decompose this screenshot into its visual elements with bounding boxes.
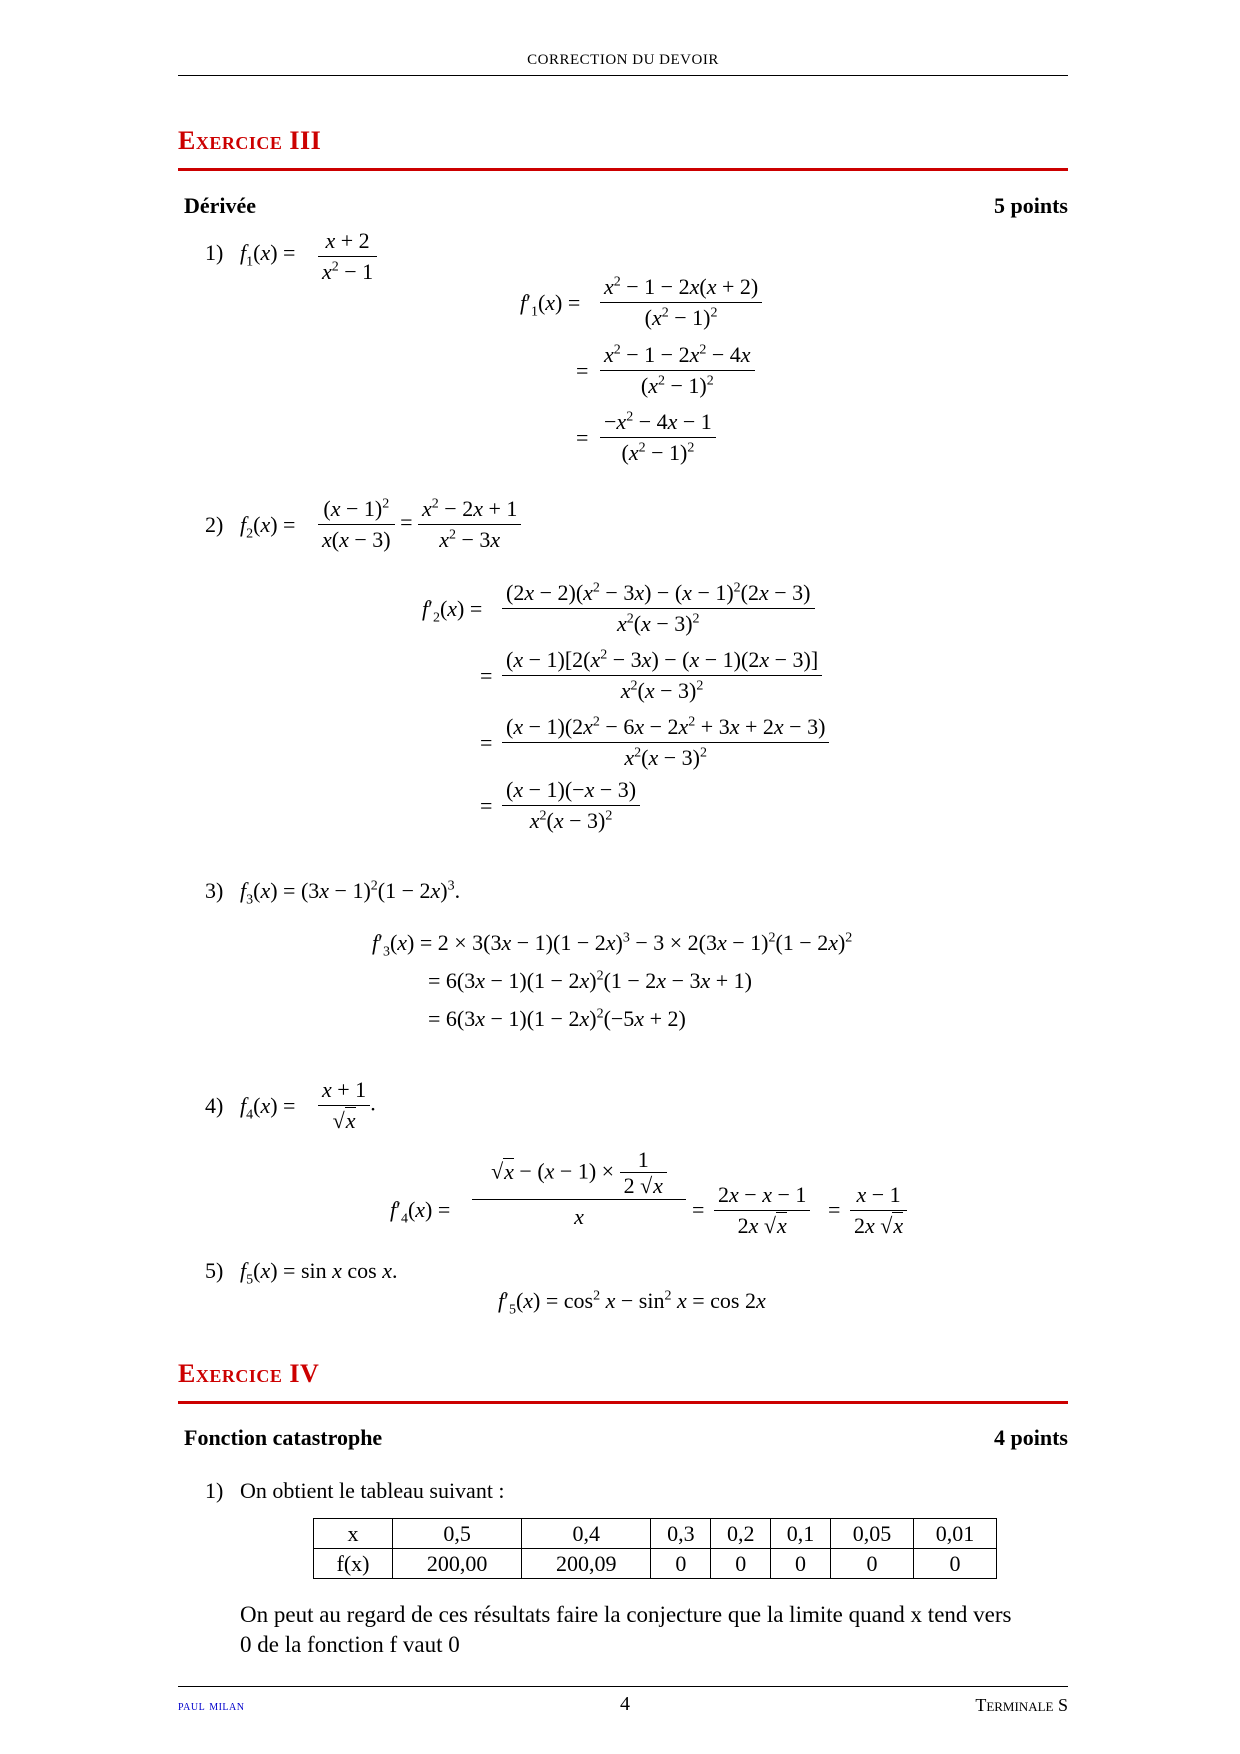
q2-derivative-step4: $\frac{(x - 1)(-x - 3)}{x^2(x - 3)^2}$: [502, 775, 640, 836]
conclusion-line-2: 0 de la fonction f vaut 0: [240, 1632, 460, 1657]
exercise-4-title: Exercice IV: [178, 1359, 320, 1388]
q3-number: 3): [205, 878, 224, 903]
ex4-q1-text: On obtient le tableau suivant :: [240, 1478, 505, 1503]
table-cell: 0,2: [711, 1519, 771, 1549]
exercise-3-section: Dérivée: [184, 193, 257, 218]
q3-derivative-step1: $f'_3(x) = 2 \times 3(3x - 1)(1 - 2x)^3 - 3 \times 2(3x - 1)^2(1 - 2x)^2$: [372, 930, 853, 960]
footer-author: paul milan: [178, 1699, 245, 1714]
q3-function: $f_3(x) = (3x - 1)^2(1 - 2x)^3$.: [240, 878, 461, 908]
q1-derivative-lhs: $f'_1(x)$ =: [520, 290, 581, 320]
footer-rule: [178, 1686, 1068, 1687]
q1-derivative-step2: $\frac{x^2 - 1 - 2x^2 - 4x}{(x^2 - 1)^2}$: [600, 340, 755, 401]
page-number: 4: [620, 1693, 630, 1715]
q3-derivative-step2: = $6(3x - 1)(1 - 2x)^2(1 - 2x - 3x + 1)$: [428, 968, 752, 993]
table-cell: 0: [771, 1549, 831, 1579]
footer-class: Terminale S: [975, 1695, 1068, 1715]
exercise-4-section: Fonction catastrophe: [184, 1425, 383, 1450]
values-table: [313, 1518, 997, 1579]
q4-number: 4): [205, 1093, 224, 1118]
exercise-3-title: Exercice III: [178, 126, 322, 155]
table-cell: f(x): [314, 1549, 393, 1579]
equals-sign: =: [576, 425, 589, 450]
table-cell: 0,5: [393, 1519, 522, 1549]
q4-derivative-complex-fraction: √x − (x − 1) × $\frac{1}{2 √x}$ x: [472, 1148, 686, 1234]
table-cell: 0: [711, 1549, 771, 1579]
q2-function: $f_2(x)$ =: [240, 512, 296, 542]
q3-derivative-step3: = $6(3x - 1)(1 - 2x)^2(-5x + 2)$: [428, 1006, 686, 1031]
table-cell: 0: [913, 1549, 996, 1579]
exercise-4-rule: [178, 1401, 1068, 1404]
q4-derivative-step3: $\frac{x - 1}{2x √x}$: [850, 1180, 907, 1241]
table-cell: 0,01: [913, 1519, 996, 1549]
equals-sign: =: [480, 663, 493, 688]
q2-derivative-step1: $\frac{(2x - 2)(x^2 - 3x) - (x - 1)^2(2x - 3)}{x^2(x - 3)^2}$: [502, 578, 815, 639]
equals-sign: =: [480, 793, 493, 818]
exercise-3-rule: [178, 168, 1068, 171]
page-header: CORRECTION DU DEVOIR: [527, 52, 719, 68]
q2-derivative-step2: $\frac{(x - 1)[2(x^2 - 3x) - (x - 1)(2x - 3)]}{x^2(x - 3)^2}$: [502, 645, 822, 706]
table-cell: 0,4: [522, 1519, 651, 1549]
header-rule: [178, 75, 1068, 76]
equals-sign: =: [828, 1197, 841, 1222]
table-cell: x: [314, 1519, 393, 1549]
q1-derivative-step3: $\frac{-x^2 - 4x - 1}{(x^2 - 1)^2}$: [600, 407, 716, 468]
q5-number: 5): [205, 1258, 224, 1283]
q1-number: 1): [205, 240, 224, 265]
q5-derivative: $f'_5(x) = \cos^2 x - \sin^2 x = \cos 2x$: [498, 1288, 766, 1318]
equals-sign: =: [692, 1197, 705, 1222]
table-cell: 0,1: [771, 1519, 831, 1549]
q1-derivative-step1: $\frac{x^2 - 1 - 2x(x + 2)}{(x^2 - 1)^2}$: [600, 272, 762, 333]
equals-sign: =: [576, 358, 589, 383]
table-cell: 0,3: [651, 1519, 711, 1549]
table-cell: 0: [830, 1549, 913, 1579]
q2-number: 2): [205, 512, 224, 537]
table-row: [314, 1549, 997, 1579]
ex4-q1-number: 1): [205, 1478, 224, 1503]
conclusion-line-1: On peut au regard de ces résultats faire la conjecture que la limite quand x tend vers: [240, 1602, 1012, 1627]
table-cell: 0,05: [830, 1519, 913, 1549]
q4-fraction: $\frac{x + 1}{√x}$ .: [318, 1075, 376, 1136]
q5-function: $f_5(x) = \sin x$ cos x.: [240, 1258, 398, 1288]
q1-fraction: $\frac{x + 2}{x^2 - 1}$: [318, 226, 377, 287]
q2-derivative-step3: $\frac{(x - 1)(2x^2 - 6x - 2x^2 + 3x + 2x - 3)}{x^2(x - 3)^2}$: [502, 712, 829, 773]
exercise-4-points: 4 points: [994, 1425, 1068, 1450]
table-cell: 200,09: [522, 1549, 651, 1579]
q4-derivative-step2: $\frac{2x - x - 1}{2x √x}$: [714, 1180, 810, 1241]
exercise-3-points: 5 points: [994, 193, 1068, 218]
table-cell: 0: [651, 1549, 711, 1579]
q1-function: $f_1(x)$ =: [240, 240, 296, 270]
equals-sign: =: [480, 730, 493, 755]
table-row: [314, 1519, 997, 1549]
q2-derivative-lhs: $f'_2(x)$ =: [422, 596, 483, 626]
q2-fraction: $\frac{(x - 1)^2}{x(x - 3)}$ = $\frac{x^2 - 2x + 1}{x^2 - 3x}$: [318, 494, 521, 555]
q4-derivative-lhs: $f'_4(x)$ =: [390, 1197, 451, 1227]
q4-function: $f_4(x)$ =: [240, 1093, 296, 1123]
table-cell: 200,00: [393, 1549, 522, 1579]
